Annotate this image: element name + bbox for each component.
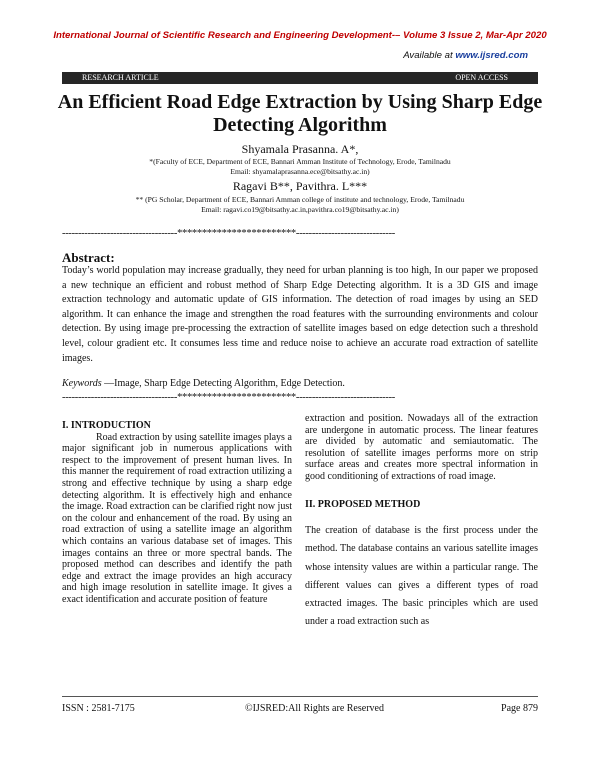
article-type-bar xyxy=(62,72,538,84)
abstract-text: Today’s world population may increase gradually, they need for urban planning is too high, In our paper we proposed a new technique an efficient and robust method of Sharp Edge Detecting algorithm. It is a 3D GIS and image extraction technology and automatic update of GIS information. The detection of road images by using an SED algorithm. It can enhance the image and strengthen the road features with the surrounding environments and colour detection. By using image pre-processing the extraction of satellite images based on edge detection such a threshold level, colour gradient etc. It consumes less time and reduce noise to achieve an accurate road extraction of satellite images. xyxy=(62,265,538,364)
title-line-1: An Efficient Road Edge Extraction by Using Sharp Edge xyxy=(57,91,543,113)
separator-bottom: ------------------------------------************************------------------------------- xyxy=(62,392,395,403)
research-article-label: RESEARCH ARTICLE xyxy=(82,73,159,82)
journal-url[interactable]: www.ijsred.com xyxy=(455,50,528,61)
affiliation-2-email: Email: ragavi.co19@bitsathy.ac.in,pavithra.co19@bitsathy.ac.in) xyxy=(201,205,399,214)
intro-text: Road extraction by using satellite images plays a major significant job in numerous applications with respect to the improvement of present human lives. In this manner the requirement of road extraction utilizing a strong and effective technique by using a sharp edge detecting algorithm. It is effectively high and enhance the image. Road extraction can be clarified right now just on the colour and enhancement of the road. By using an road extraction of using a satellite image an algorithm which contains an various database set of images. This images contains an three or more spectral bands. The proposed method can describes and identify the path edge and extract the image provides an high accuracy and high image resolution in satellite image. It gives a exact identification and accurate position of feature xyxy=(62,431,292,605)
left-column xyxy=(62,420,292,606)
open-access-label: OPEN ACCESS xyxy=(455,73,508,82)
footer-rule xyxy=(62,696,538,697)
title-line-2: Detecting Algorithm xyxy=(213,114,387,136)
footer-copyright: ©IJSRED:All Rights are Reserved xyxy=(245,703,384,714)
intro-continued-text: extraction and position. Nowadays all of the extraction are undergone in automatic process. The linear features are divided by automatic and semiautomatic. The resolution of satellite images performs more on strip surface areas and creates more spectral information in good conditioning of extractions of road image. xyxy=(305,413,538,482)
intro-heading: I. INTRODUCTION xyxy=(62,420,151,431)
keywords-label: Keywords xyxy=(62,378,102,389)
footer-issn: ISSN : 2581-7175 xyxy=(62,703,135,714)
paper-title xyxy=(0,91,600,137)
separator-top: ------------------------------------************************------------------------------- xyxy=(62,228,395,239)
affiliation-2 xyxy=(0,195,600,215)
affiliation-1 xyxy=(0,157,600,177)
availability xyxy=(403,50,528,61)
abstract-heading: Abstract: xyxy=(62,250,115,265)
journal-header: International Journal of Scientific Research and Engineering Development-– Volume 3 Issue 2, Mar-Apr 2020 xyxy=(53,30,547,41)
affiliation-1-email: Email: shyamalaprasanna.ece@bitsathy.ac.in) xyxy=(230,167,370,176)
affiliation-1-line-1: *(Faculty of ECE, Department of ECE, Bannari Amman Institute of Technology, Erode, Tamilnadu xyxy=(149,157,451,166)
author-1: Shyamala Prasanna. A*, xyxy=(241,142,359,156)
author-2: Ragavi B**, Pavithra. L*** xyxy=(232,179,368,193)
method-heading: II. PROPOSED METHOD xyxy=(305,498,421,510)
right-column xyxy=(305,413,538,631)
method-text: The creation of database is the first process under the method. The database contains an various satellite images whose intensity values are within a particular range. The different values can gives a different types of road extracted images. The basic principles which are used under a road extraction such as xyxy=(305,525,538,628)
footer-page: Page 879 xyxy=(501,703,538,714)
keywords xyxy=(62,378,345,389)
affiliation-2-line-1: ** (PG Scholar, Department of ECE, Bannari Amman college of institute and technology, Erode, Tamilnadu xyxy=(135,195,465,204)
available-label: Available at xyxy=(403,50,453,61)
keywords-text: —Image, Sharp Edge Detecting Algorithm, Edge Detection. xyxy=(101,378,345,389)
